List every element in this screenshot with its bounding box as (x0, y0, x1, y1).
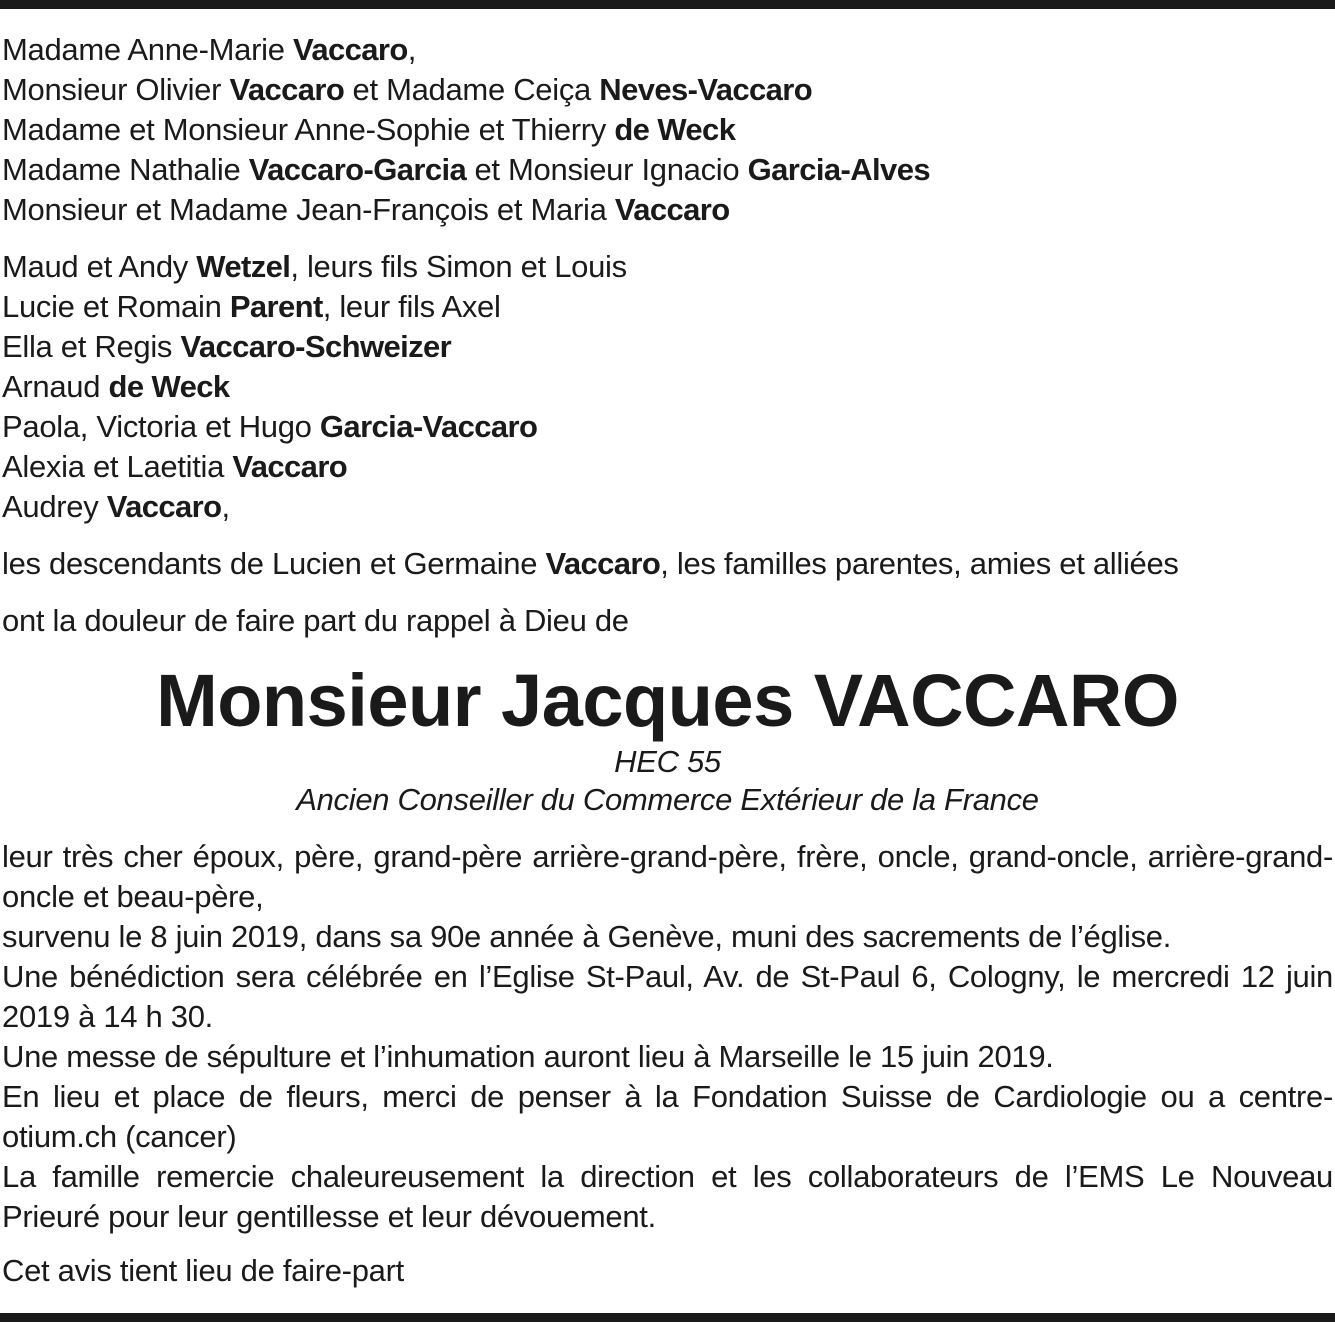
deceased-name: Monsieur Jacques VACCARO (156, 659, 1179, 742)
family-line: Madame Anne-Marie Vaccaro, (2, 32, 417, 67)
family-line: Madame Nathalie Vaccaro-Garcia et Monsieur Ignacio Garcia-Alves (2, 152, 930, 187)
family-line: Arnaud de Weck (2, 369, 230, 404)
descendants-line: les descendants de Lucien et Germaine Vaccaro, les familles parentes, amies et alliées (2, 546, 1179, 581)
paragraph-blessing: Une bénédiction sera célébrée en l’Eglise St-Paul, Av. de St-Paul 6, Cologny, le mercredi 12 juin 2019 à 14 h 30. (2, 959, 1333, 1034)
family-line: Monsieur Olivier Vaccaro et Madame Ceiça Neves-Vaccaro (2, 72, 813, 107)
family-line: Monsieur et Madame Jean-François et Maria Vaccaro (2, 192, 730, 227)
paragraph-burial: Une messe de sépulture et l’inhumation auront lieu à Marseille le 15 juin 2019. (2, 1039, 1054, 1074)
family-line: Audrey Vaccaro, (2, 489, 230, 524)
obituary-notice (2, 30, 1333, 1291)
announce-line: ont la douleur de faire part du rappel à Dieu de (2, 603, 629, 638)
family-line: Alexia et Laetitia Vaccaro (2, 449, 348, 484)
deceased-subtitle-2: Ancien Conseiller du Commerce Extérieur de la France (296, 782, 1039, 817)
top-rule (0, 0, 1335, 9)
family-list-primary (2, 30, 1333, 230)
family-line: Ella et Regis Vaccaro-Schweizer (2, 329, 452, 364)
paragraph-thanks: La famille remercie chaleureusement la direction et les collaborateurs de l’EMS Le Nouveau Prieuré pour leur gentillesse et leur dévouement. (2, 1159, 1333, 1234)
family-line: Maud et Andy Wetzel, leurs fils Simon et Louis (2, 249, 627, 284)
bottom-rule (0, 1313, 1335, 1322)
paragraph-donations: En lieu et place de fleurs, merci de penser à la Fondation Suisse de Cardiologie ou a centre-otium.ch (cancer) (2, 1079, 1333, 1154)
family-line: Paola, Victoria et Hugo Garcia-Vaccaro (2, 409, 538, 444)
paragraph-death: survenu le 8 juin 2019, dans sa 90e année à Genève, muni des sacrements de l’église. (2, 919, 1172, 954)
family-line: Lucie et Romain Parent, leur fils Axel (2, 289, 501, 324)
closing-line: Cet avis tient lieu de faire-part (2, 1253, 404, 1288)
paragraph-relations: leur très cher époux, père, grand-père arrière-grand-père, frère, oncle, grand-oncle, arrière-grand-oncle et beau-père, (2, 839, 1333, 914)
family-list-secondary (2, 247, 1333, 527)
family-line: Madame et Monsieur Anne-Sophie et Thierry de Weck (2, 112, 736, 147)
deceased-subtitle-1: HEC 55 (614, 744, 721, 779)
